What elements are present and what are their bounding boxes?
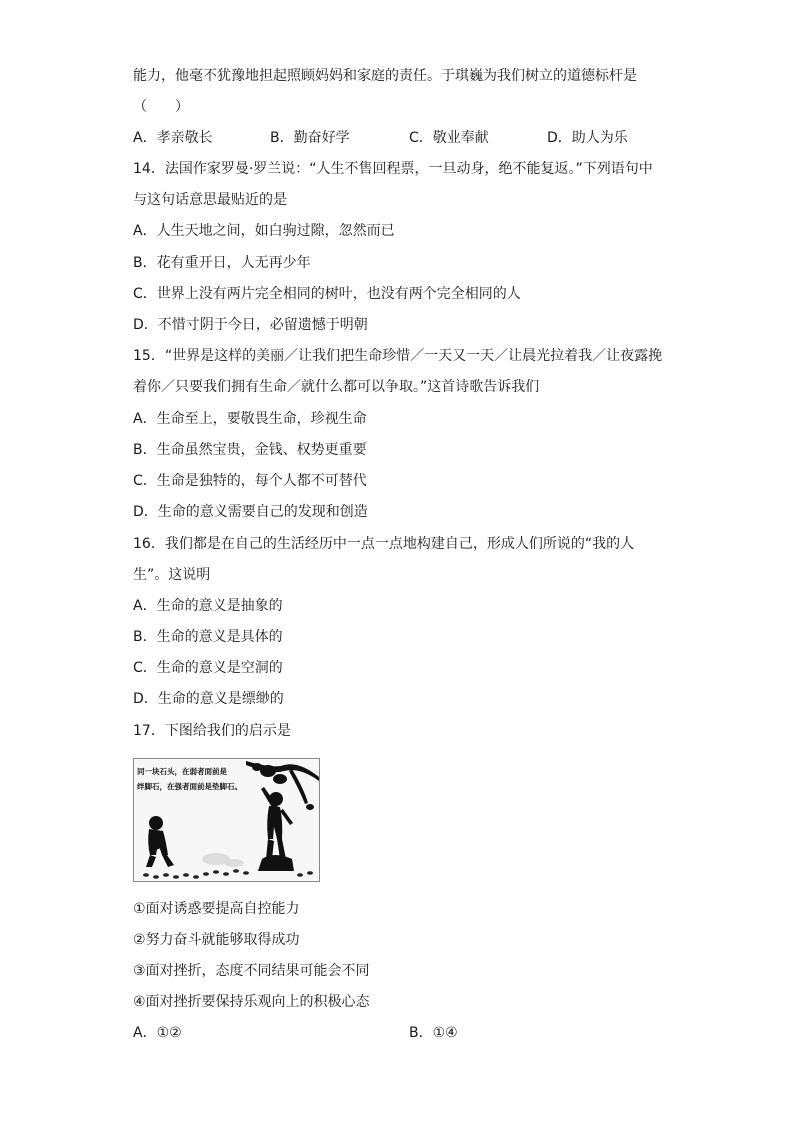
q16-option-c: C．生命的意义是空洞的 bbox=[133, 660, 283, 676]
q16-stem-line1: 16．我们都是在自己的生活经历中一点一点地构建自己，形成人们所说的“我的人 bbox=[133, 536, 635, 552]
q16-option-b: B．生命的意义是具体的 bbox=[133, 629, 283, 645]
cartoon-caption-line1: 同一块石头，在弱者面前是 bbox=[137, 767, 227, 776]
q14-stem-line2: 与这句话意思最贴近的是 bbox=[133, 192, 287, 208]
q17-statement-2: ②努力奋斗就能够取得成功 bbox=[133, 932, 300, 948]
q16-option-d: D．生命的意义是缥缈的 bbox=[133, 691, 284, 707]
q16-option-a: A．生命的意义是抽象的 bbox=[133, 598, 283, 614]
q17-option-b: B．①④ bbox=[409, 1025, 458, 1041]
q15-stem-line2: 着你／只要我们拥有生命／就什么都可以争取。”这首诗歌告诉我们 bbox=[133, 379, 540, 395]
cartoon-caption-line2: 绊脚石，在强者面前是垫脚石。 bbox=[137, 782, 242, 791]
q14-option-a: A．人生天地之间，如白驹过隙，忽然而已 bbox=[133, 223, 395, 239]
q13-stem-line1: 能力，他毫不犹豫地担起照顾妈妈和家庭的责任。于琪巍为我们树立的道德标杆是 bbox=[133, 68, 637, 84]
cartoon-illustration bbox=[134, 759, 319, 881]
q17-stem: 17．下图给我们的启示是 bbox=[133, 723, 291, 739]
q13-option-b: B．勤奋好学 bbox=[270, 130, 350, 146]
q13-option-c: C．敬业奉献 bbox=[409, 130, 489, 146]
q14-option-b: B．花有重开日，人无再少年 bbox=[133, 255, 311, 271]
q16-stem-line2: 生”。这说明 bbox=[133, 567, 211, 583]
q14-option-d: D．不惜寸阴于今日，必留遗憾于明朝 bbox=[133, 317, 368, 333]
q17-statement-1: ①面对诱惑要提高自控能力 bbox=[133, 901, 300, 917]
q17-option-a: A．①② bbox=[133, 1025, 182, 1041]
q15-option-a: A．生命至上，要敬畏生命，珍视生命 bbox=[133, 411, 367, 427]
q13-option-d: D．助人为乐 bbox=[547, 130, 628, 146]
q13-stem-line2: （ ） bbox=[133, 99, 189, 115]
stumbling-stone-cartoon bbox=[133, 758, 320, 882]
q15-stem-line1: 15．“世界是这样的美丽／让我们把生命珍惜／一天又一天／让晨光拉着我／让夜露挽 bbox=[133, 348, 663, 364]
q17-statement-3: ③面对挫折，态度不同结果可能会不同 bbox=[133, 963, 370, 979]
strong-person-silhouette bbox=[258, 787, 294, 871]
weak-person-silhouette bbox=[146, 816, 174, 867]
q13-option-a: A．孝亲敬长 bbox=[133, 130, 213, 146]
q13-options bbox=[133, 128, 653, 148]
q15-option-c: C．生命是独特的，每个人都不可替代 bbox=[133, 473, 367, 489]
q14-stem-line1: 14．法国作家罗曼·罗兰说：“人生不售回程票，一旦动身，绝不能复返。”下列语句中 bbox=[133, 161, 653, 177]
ground-smudge bbox=[202, 853, 244, 867]
q17-statement-4: ④面对挫折要保持乐观向上的积极心态 bbox=[133, 994, 370, 1010]
q15-option-d: D．生命的意义需要自己的发现和创造 bbox=[133, 504, 368, 520]
tree-branch bbox=[246, 761, 319, 810]
q14-option-c: C．世界上没有两片完全相同的树叶，也没有两个完全相同的人 bbox=[133, 286, 521, 302]
q15-option-b: B．生命虽然宝贵，金钱、权势更重要 bbox=[133, 442, 367, 458]
